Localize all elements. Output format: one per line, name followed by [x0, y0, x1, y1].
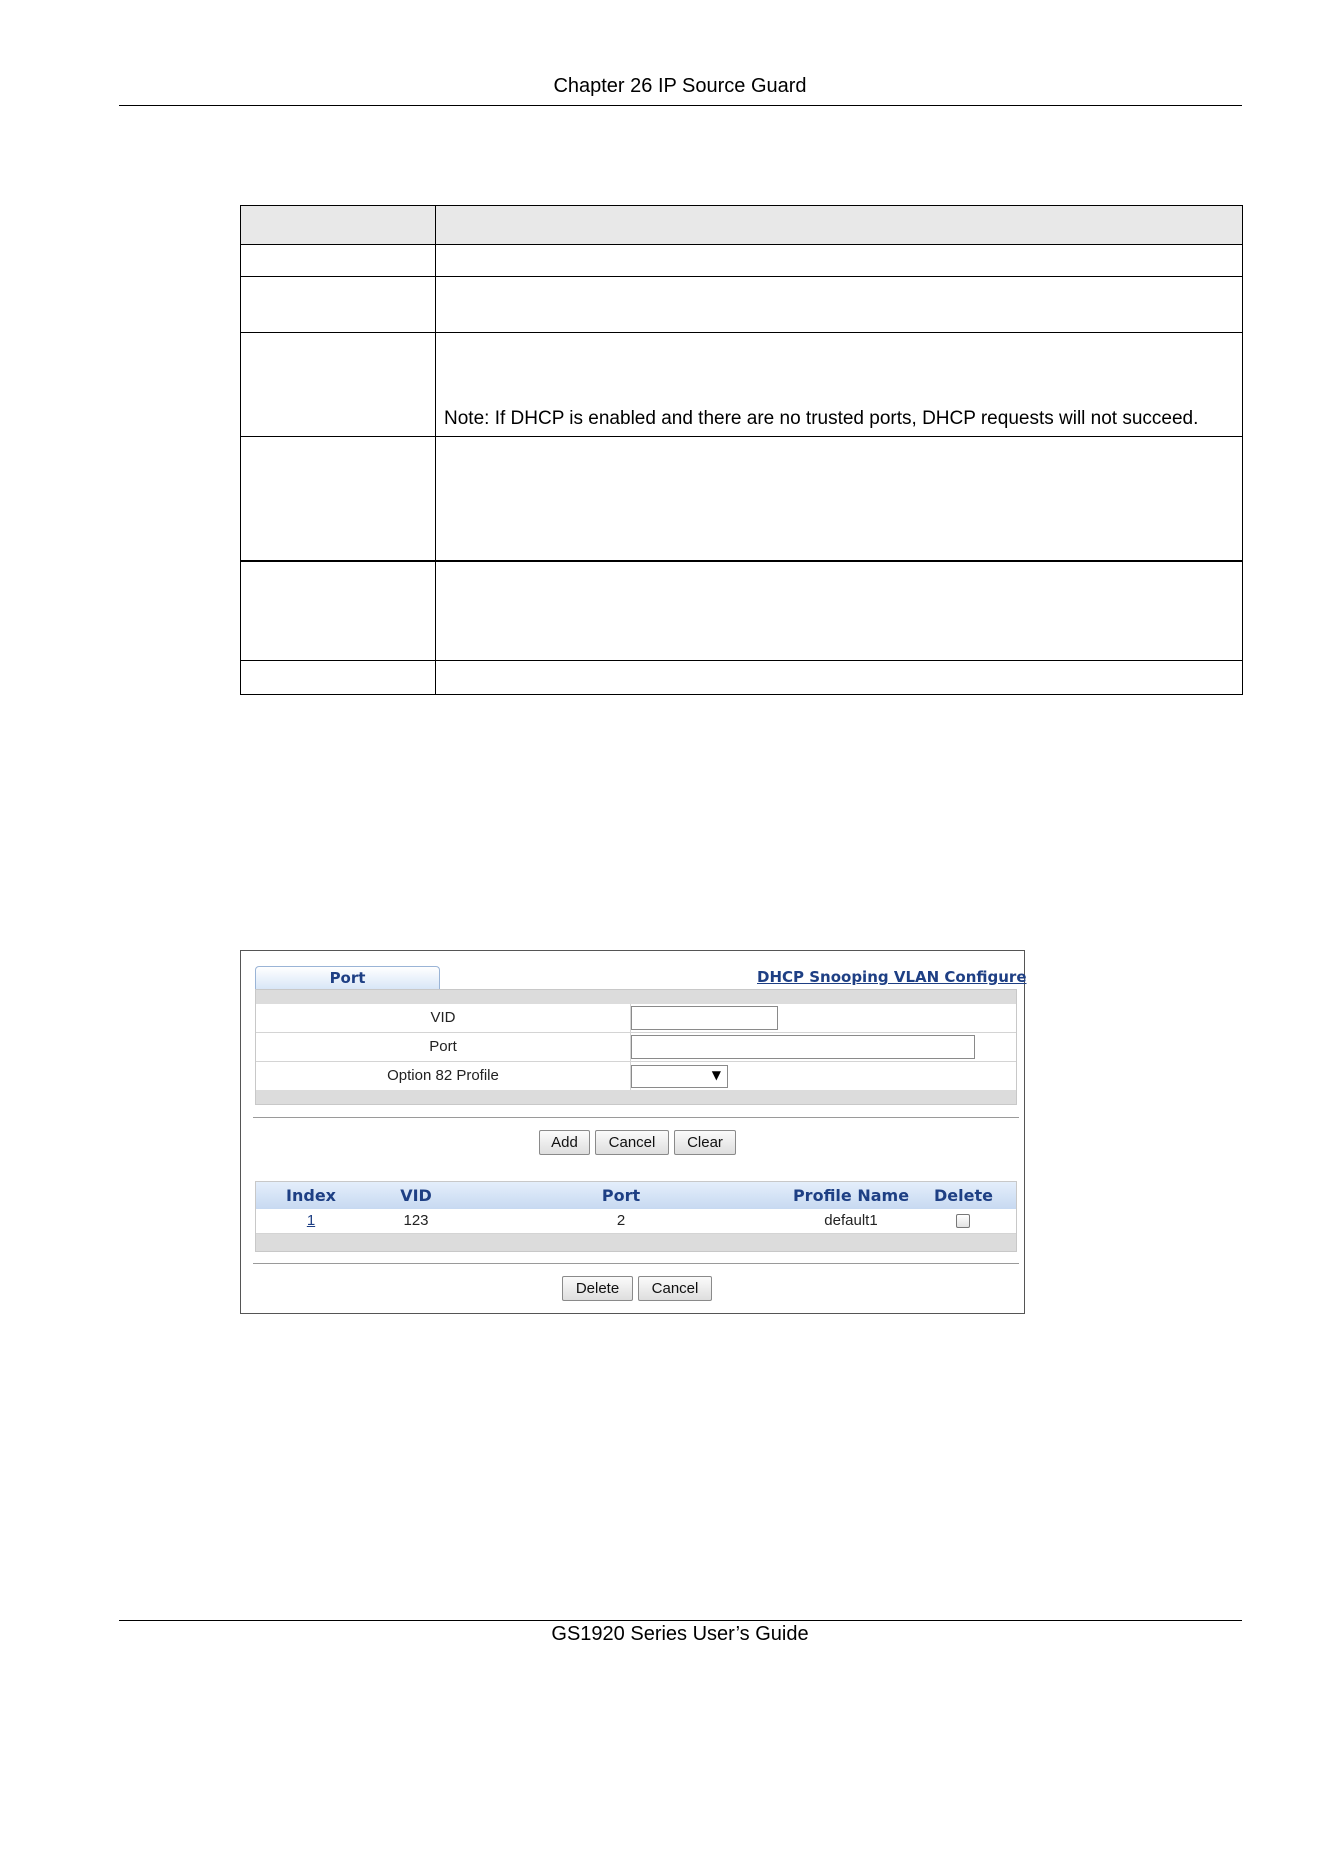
table-cell [241, 561, 436, 661]
port-row [256, 1033, 1016, 1062]
vlan-list [255, 1181, 1017, 1252]
guide-footer: GS1920 Series User’s Guide [551, 1623, 809, 1645]
description-table [240, 205, 1243, 694]
header-index: Index [286, 1186, 336, 1205]
dhcp-snooping-port-screen [240, 950, 1025, 1314]
option82-label: Option 82 Profile [256, 1062, 631, 1090]
header-rule [119, 105, 1242, 106]
cancel-button[interactable]: Cancel [595, 1130, 669, 1155]
dhcp-snooping-vlan-configure-link[interactable]: DHCP Snooping VLAN Configure [757, 968, 1027, 986]
port-label: Port [256, 1033, 631, 1061]
table-cell [241, 437, 436, 561]
list-header [256, 1182, 1016, 1209]
row-port: 2 [616, 1212, 626, 1229]
row-profile-name: default1 [824, 1212, 878, 1229]
form-separator [253, 1117, 1019, 1118]
header-port: Port [601, 1186, 641, 1205]
header-profile-name: Profile Name [792, 1186, 910, 1205]
dhcp-note: Note: If DHCP is enabled and there are no trusted ports, DHCP requests will not succeed. [436, 333, 1243, 437]
form-top-bar [256, 990, 1016, 1004]
add-button[interactable]: Add [539, 1130, 590, 1155]
row-index-link[interactable]: 1 [306, 1212, 316, 1229]
table-cell [436, 561, 1243, 661]
tab-port[interactable]: Port [255, 966, 440, 989]
table-cell [436, 437, 1243, 561]
vid-label: VID [256, 1004, 631, 1032]
port-input[interactable] [631, 1035, 975, 1059]
cancel-delete-button[interactable]: Cancel [638, 1276, 712, 1301]
table-header-cell [241, 206, 436, 245]
table-cell [436, 661, 1243, 695]
delete-button[interactable]: Delete [562, 1276, 633, 1301]
table-cell [241, 277, 436, 333]
chapter-header: Chapter 26 IP Source Guard [553, 75, 807, 97]
row-vid: 123 [403, 1212, 429, 1229]
table-cell [436, 277, 1243, 333]
list-separator [253, 1263, 1019, 1264]
header-vid: VID [400, 1186, 432, 1205]
table-cell [241, 245, 436, 277]
list-footer-bar [256, 1234, 1016, 1251]
table-cell [436, 245, 1243, 277]
table-cell [241, 661, 436, 695]
option82-profile-select[interactable] [631, 1065, 728, 1088]
dropdown-arrow-icon: ▼ [711, 1068, 721, 1082]
table-row [256, 1209, 1016, 1234]
form-bottom-bar [256, 1090, 1016, 1104]
port-form [255, 989, 1017, 1105]
header-delete: Delete [934, 1186, 993, 1205]
row-delete-checkbox[interactable] [956, 1214, 970, 1228]
vid-row [256, 1004, 1016, 1033]
table-header-cell [436, 206, 1243, 245]
option82-row [256, 1062, 1016, 1091]
clear-button[interactable]: Clear [674, 1130, 736, 1155]
vid-input[interactable] [631, 1006, 778, 1030]
table-cell [241, 333, 436, 437]
footer-rule [119, 1620, 1242, 1621]
